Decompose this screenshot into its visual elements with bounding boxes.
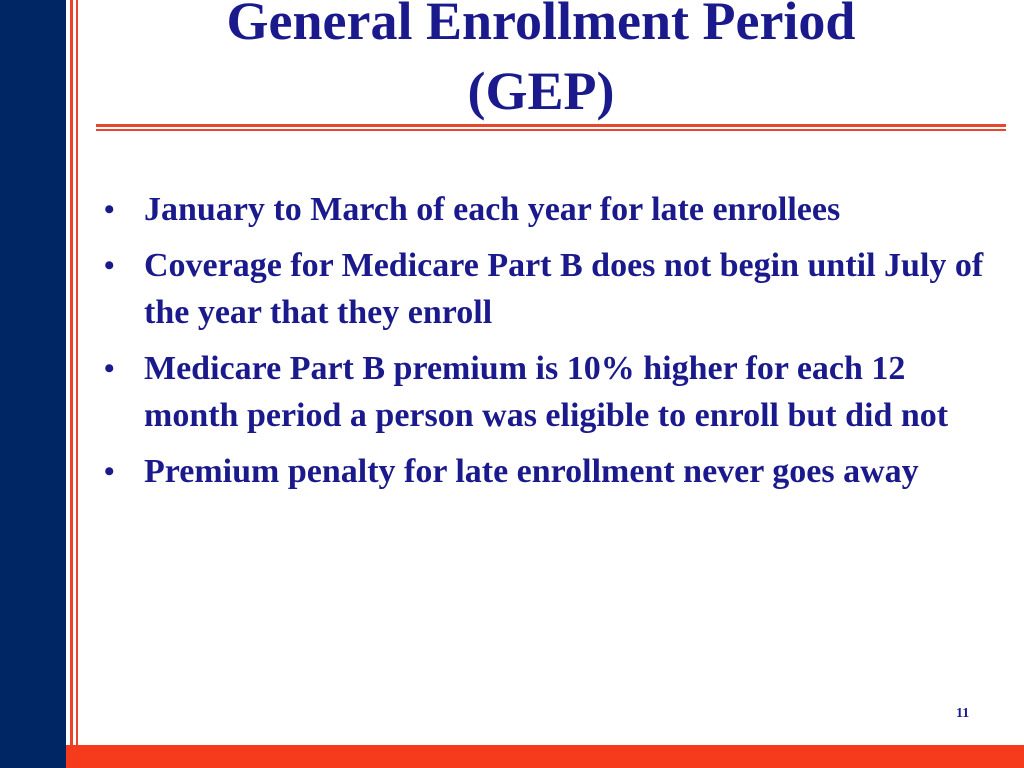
bullet-item <box>104 186 994 233</box>
title-underline-bottom <box>96 129 1006 131</box>
bullet-item <box>104 448 994 495</box>
bullet-text: Medicare Part B premium is 10% higher for each 12 month period a person was eligible to enroll but did not <box>144 350 949 434</box>
left-accent-line-inner <box>76 0 78 768</box>
page-number: 11 <box>956 706 970 721</box>
bullet-dot-icon: • <box>104 352 115 385</box>
left-navy-band <box>0 0 66 768</box>
title-underline-top <box>96 124 1006 127</box>
bullet-text: Premium penalty for late enrollment never goes away <box>144 453 919 490</box>
bullet-list <box>104 186 994 504</box>
bullet-dot-icon: • <box>104 455 115 488</box>
bullet-text: Coverage for Medicare Part B does not begin until July of the year that they enroll <box>144 247 984 331</box>
bullet-dot-icon: • <box>104 193 115 226</box>
slide-title-line-2: (GEP) <box>467 61 615 121</box>
slide-title-line-1: General Enrollment Period <box>226 0 856 51</box>
bullet-text: January to March of each year for late enrollees <box>144 191 841 228</box>
bottom-red-band <box>66 745 1024 768</box>
bullet-dot-icon: • <box>104 249 115 282</box>
bullet-item <box>104 242 994 336</box>
bullet-item <box>104 345 994 439</box>
slide-title <box>96 0 986 126</box>
left-accent-line-outer <box>70 0 73 768</box>
